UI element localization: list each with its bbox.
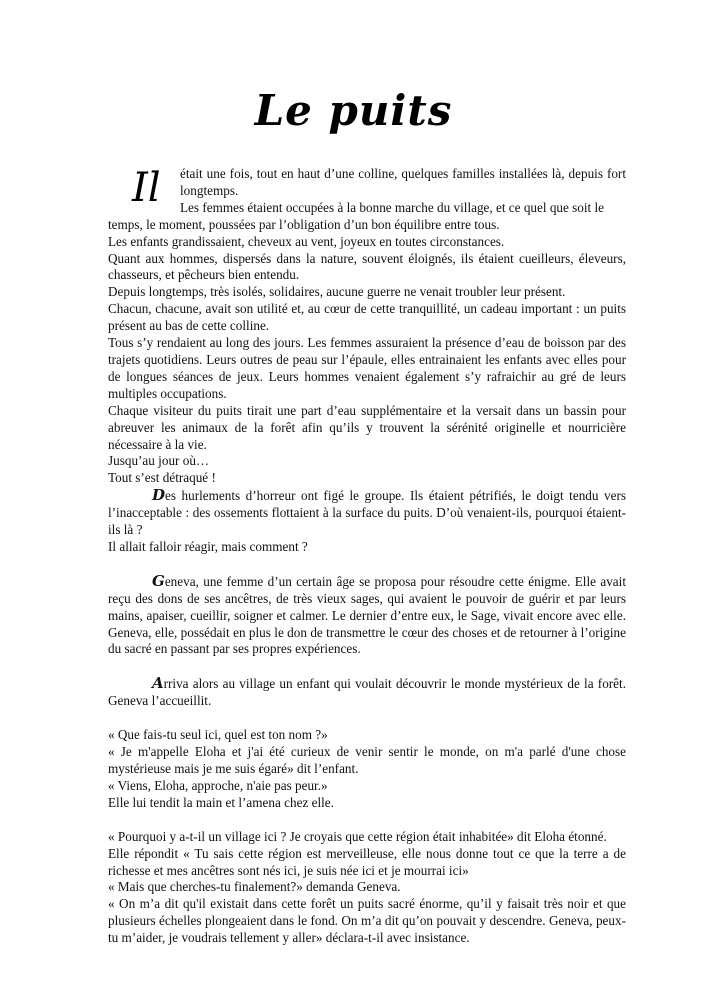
spacer — [108, 556, 626, 573]
dialogue-line: « On m’a dit qu'il existait dans cette forêt un puits sacré énorme, qu’il y faisait très noir et que plusieurs échelles plongeaient dans le fond. On m’a dit qu’on pouvait y descendre. Geneva, peux-tu m’aider, je voudrais tellement y aller» déclara-t-il avec insistance. — [108, 896, 626, 946]
lead-letter: A — [152, 674, 164, 693]
page-title: Le puits — [254, 86, 453, 135]
paragraph: temps, le moment, poussées par l’obligation d’un bon équilibre entre tous. — [108, 216, 500, 232]
dialogue-line: « Je m'appelle Eloha et j'ai été curieux de venir sentir le monde, on m'a parlé d'une chose mystérieuse mais je me suis égaré» dit l’enfant. — [108, 744, 626, 776]
paragraph: Tout s’est détraqué ! — [108, 470, 216, 486]
spacer — [108, 710, 626, 727]
dialogue-line: « Mais que cherches-tu finalement?» demanda Geneva. — [108, 879, 401, 895]
paragraph-geneva — [108, 573, 626, 659]
paragraph: Jusqu’au jour où… — [108, 453, 210, 469]
paragraph: Depuis longtemps, très isolés, solidaires, aucune guerre ne venait troubler leur présent. — [108, 284, 566, 300]
paragraph: Quant aux hommes, dispersés dans la nature, souvent éloignés, ils étaient cueilleurs, éleveurs, chasseurs, et pêcheurs bien entendu. — [108, 250, 626, 283]
paragraph: Chaque visiteur du puits tirait une part d’eau supplémentaire et la versait dans un bassin pour abreuver les animaux de la forêt afin qu’ils y trouvent la sérénité originelle et nourricière nécessaire à la vie. — [108, 402, 626, 452]
spacer — [108, 812, 626, 829]
intro-block — [108, 166, 626, 217]
paragraph: Les enfants grandissaient, cheveux au vent, joyeux en toutes circonstances. — [108, 233, 505, 249]
paragraph: Il allait falloir réagir, mais comment ? — [108, 538, 308, 554]
dialogue-line: Elle répondit « Tu sais cette région est merveilleuse, elle nous donne tout ce que la terre a de richesse et mes ancêtres sont nés ici, je suis née ici et je mourrai ici» — [108, 845, 626, 878]
paragraph-text: eneva, une femme d’un certain âge se proposa pour résoudre cette énigme. Elle avait reçu des dons de ses ancêtres, de très vieux sages, qui avaient le pouvoir de guérir et par leurs mains, apaiser, cueillir, soigner et calmer. Le dernier d’entre eux, le Sage, vivait encore avec elle. Geneva, elle, possédait en plus le don de transmettre le cœur des choses et de retourner à l’origine du sacré en passant par ses propres expériences. — [108, 573, 626, 657]
dialogue-line: « Pourquoi y a-t-il un village ici ? Je croyais que cette région était inhabitée» dit Eloha étonné. — [108, 828, 607, 844]
dialogue-line: « Viens, Eloha, approche, n'aie pas peur.» — [108, 777, 328, 793]
paragraph-horreur — [108, 487, 626, 539]
story-body — [108, 166, 626, 947]
dialogue-line: Elle lui tendit la main et l’amena chez elle. — [108, 794, 334, 810]
intro-line-1: était une fois, tout en haut d’une colline, quelques familles installées là, depuis fort longtemps. — [180, 166, 626, 198]
lead-letter: D — [152, 486, 166, 505]
dialogue-line: « Que fais-tu seul ici, quel est ton nom ?» — [108, 727, 328, 743]
paragraph-text: rriva alors au village un enfant qui voulait découvrir le monde mystérieux de la forêt. Geneva l’accueillit. — [108, 676, 626, 709]
drop-cap: Il — [132, 165, 161, 211]
spacer — [108, 658, 626, 675]
paragraph-arriva — [108, 675, 626, 710]
paragraph-text: es hurlements d’horreur ont figé le groupe. Ils étaient pétrifiés, le doigt tendu vers l’inacceptable : des ossements flottaient à la surface du puits. D’où venaient-ils, pourquoi étaient-ils là ? — [108, 488, 626, 538]
lead-letter: G — [152, 571, 165, 590]
paragraph: Chacun, chacune, avait son utilité et, au cœur de cette tranquillité, un cadeau important : un puits présent au bas de cette colline. — [108, 301, 626, 334]
paragraph: Tous s’y rendaient au long des jours. Les femmes assuraient la présence d’eau de boisson par des trajets quotidiens. Leurs outres de peau sur l’épaule, elles entrainaient les enfants avec elles pour de longues séances de jeux. Leurs hommes venaient également s’y rafraichir au gré de leurs multiples occupations. — [108, 335, 626, 401]
intro-line-2: Les femmes étaient occupées à la bonne marche du village, et ce quel que soit le — [180, 199, 605, 215]
